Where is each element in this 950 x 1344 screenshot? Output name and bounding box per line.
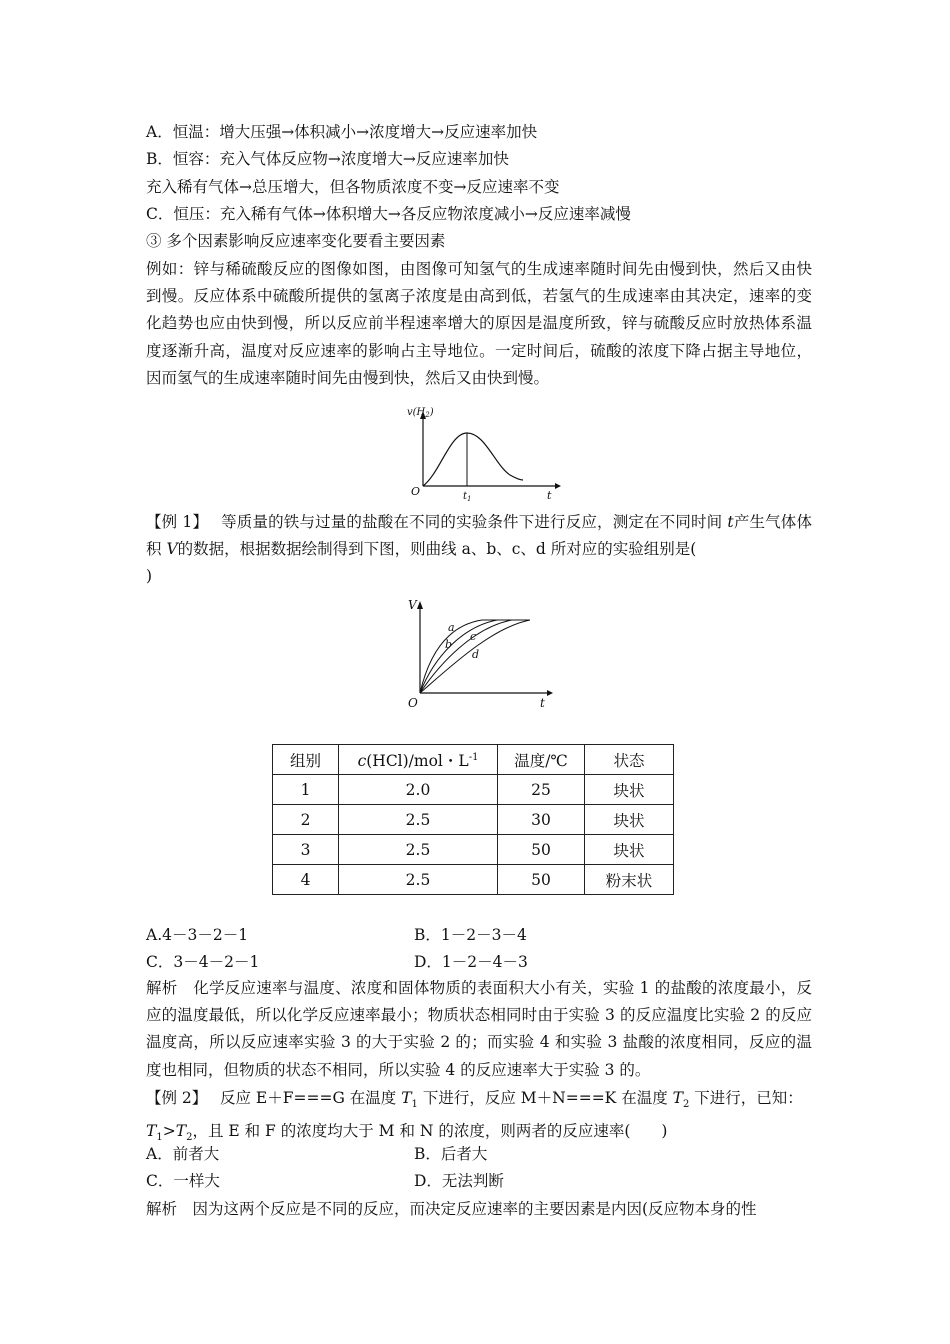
example1-question: 【例 1】 等质量的铁与过量的盐酸在不同的实验条件下进行反应，测定在不同时间 t产生气体体积 V的数据，根据数据绘制得到下图，则曲线 a、b、c、d 所对应的实验组别是( ): [146, 513, 812, 586]
x-axis-label: t: [547, 489, 552, 502]
table-row: 1 2.0 25 块状: [273, 775, 674, 805]
header-state: 状态: [585, 745, 674, 775]
table-row: 3 2.5 50 块状: [273, 835, 674, 865]
option-c: C．3－4－2－1: [146, 953, 260, 971]
curve-label-b: b: [445, 638, 453, 651]
t1-label: $t_1$: [463, 491, 472, 503]
curve-label-a: a: [448, 621, 455, 634]
text-line: C．恒压：充入稀有气体→体积增大→各反应物浓度减小→反应速率减慢: [146, 205, 631, 223]
volume-time-figure: [402, 595, 562, 710]
analysis1: 解析 化学反应速率与温度、浓度和固体物质的表面积大小有关，实验 1 的盐酸的浓度最小，反应的温度最低，所以化学反应速率最小；物质状态相同时由于实验 3 的反应温度比实验 2 的反应温度高，所以反应速率实验 3 的大于实验 2 的；而实验 4 和实验 3 盐酸的浓度相同，反应的温度也相同，但物质的状态不相同，所以实验 4 的反应速率大于实验 3 的。: [146, 979, 812, 1079]
y-axis-label: $v(H_2)$: [407, 407, 434, 419]
rate-time-figure: [395, 403, 565, 503]
option-b: B．后者大: [414, 1145, 488, 1163]
header-temperature: 温度/℃: [498, 745, 585, 775]
example1-tag: 【例 1】: [146, 513, 201, 531]
analysis2: 解析 因为这两个反应是不同的反应，而决定反应速率的主要因素是内因(反应物本身的性: [146, 1200, 757, 1218]
curve-label-d: d: [472, 648, 480, 661]
option-a: A．前者大: [146, 1145, 220, 1163]
text-line: A．恒温：增大压强→体积减小→浓度增大→反应速率加快: [146, 123, 538, 141]
curve-label-c: c: [470, 630, 477, 643]
option-c: C．一样大: [146, 1172, 220, 1190]
table-row: 4 2.5 50 粉末状: [273, 865, 674, 895]
example2-question: 【例 2】 反应 E＋F===G 在温度 $T_1$ 下进行，反应 M＋N===K 在温度 $T_2$ 下进行，已知： $T_1>T_2$，且 E 和 F 的浓度均大于 M 和 N 的浓度，则两者的反应速率( ): [146, 1089, 803, 1144]
option-a: A.4－3－2－1: [146, 926, 249, 944]
table-row: 2 2.5 30 块状: [273, 805, 674, 835]
origin-label: O: [408, 696, 418, 710]
origin-label: O: [411, 485, 421, 498]
header-group: 组别: [273, 745, 339, 775]
experiment-table: [272, 744, 674, 895]
option-d: D．无法判断: [414, 1172, 504, 1190]
x-axis-label: t: [540, 696, 545, 710]
option-b: B．1－2－3－4: [414, 926, 527, 944]
table-header-row: [273, 745, 674, 775]
example-paragraph: 例如：锌与稀硫酸反应的图像如图，由图像可知氢气的生成速率随时间先由慢到快，然后又由快到慢。反应体系中硫酸所提供的氢离子浓度是由高到低，若氢气的生成速率由其决定，速率的变化趋势也应由快到慢，所以反应前半程速率增大的原因是温度所致，锌与硫酸反应时放热体系温度逐渐升高，温度对反应速率的影响占主导地位。一定时间后，硫酸的浓度下降占据主导地位，因而氢气的生成速率随时间先由慢到快，然后又由快到慢。: [146, 260, 812, 387]
text-line: B．恒容：充入气体反应物→浓度增大→反应速率加快: [146, 150, 509, 168]
option-d: D．1－2－4－3: [414, 953, 528, 971]
header-concentration: c(HCl)/mol・$L^{-1}$: [339, 745, 498, 775]
text-line: 充入稀有气体→总压增大，但各物质浓度不变→反应速率不变: [146, 178, 560, 196]
text-line: ③ 多个因素影响反应速率变化要看主要因素: [146, 232, 446, 250]
example2-tag: 【例 2】: [146, 1089, 200, 1107]
y-axis-label: V: [408, 598, 417, 612]
